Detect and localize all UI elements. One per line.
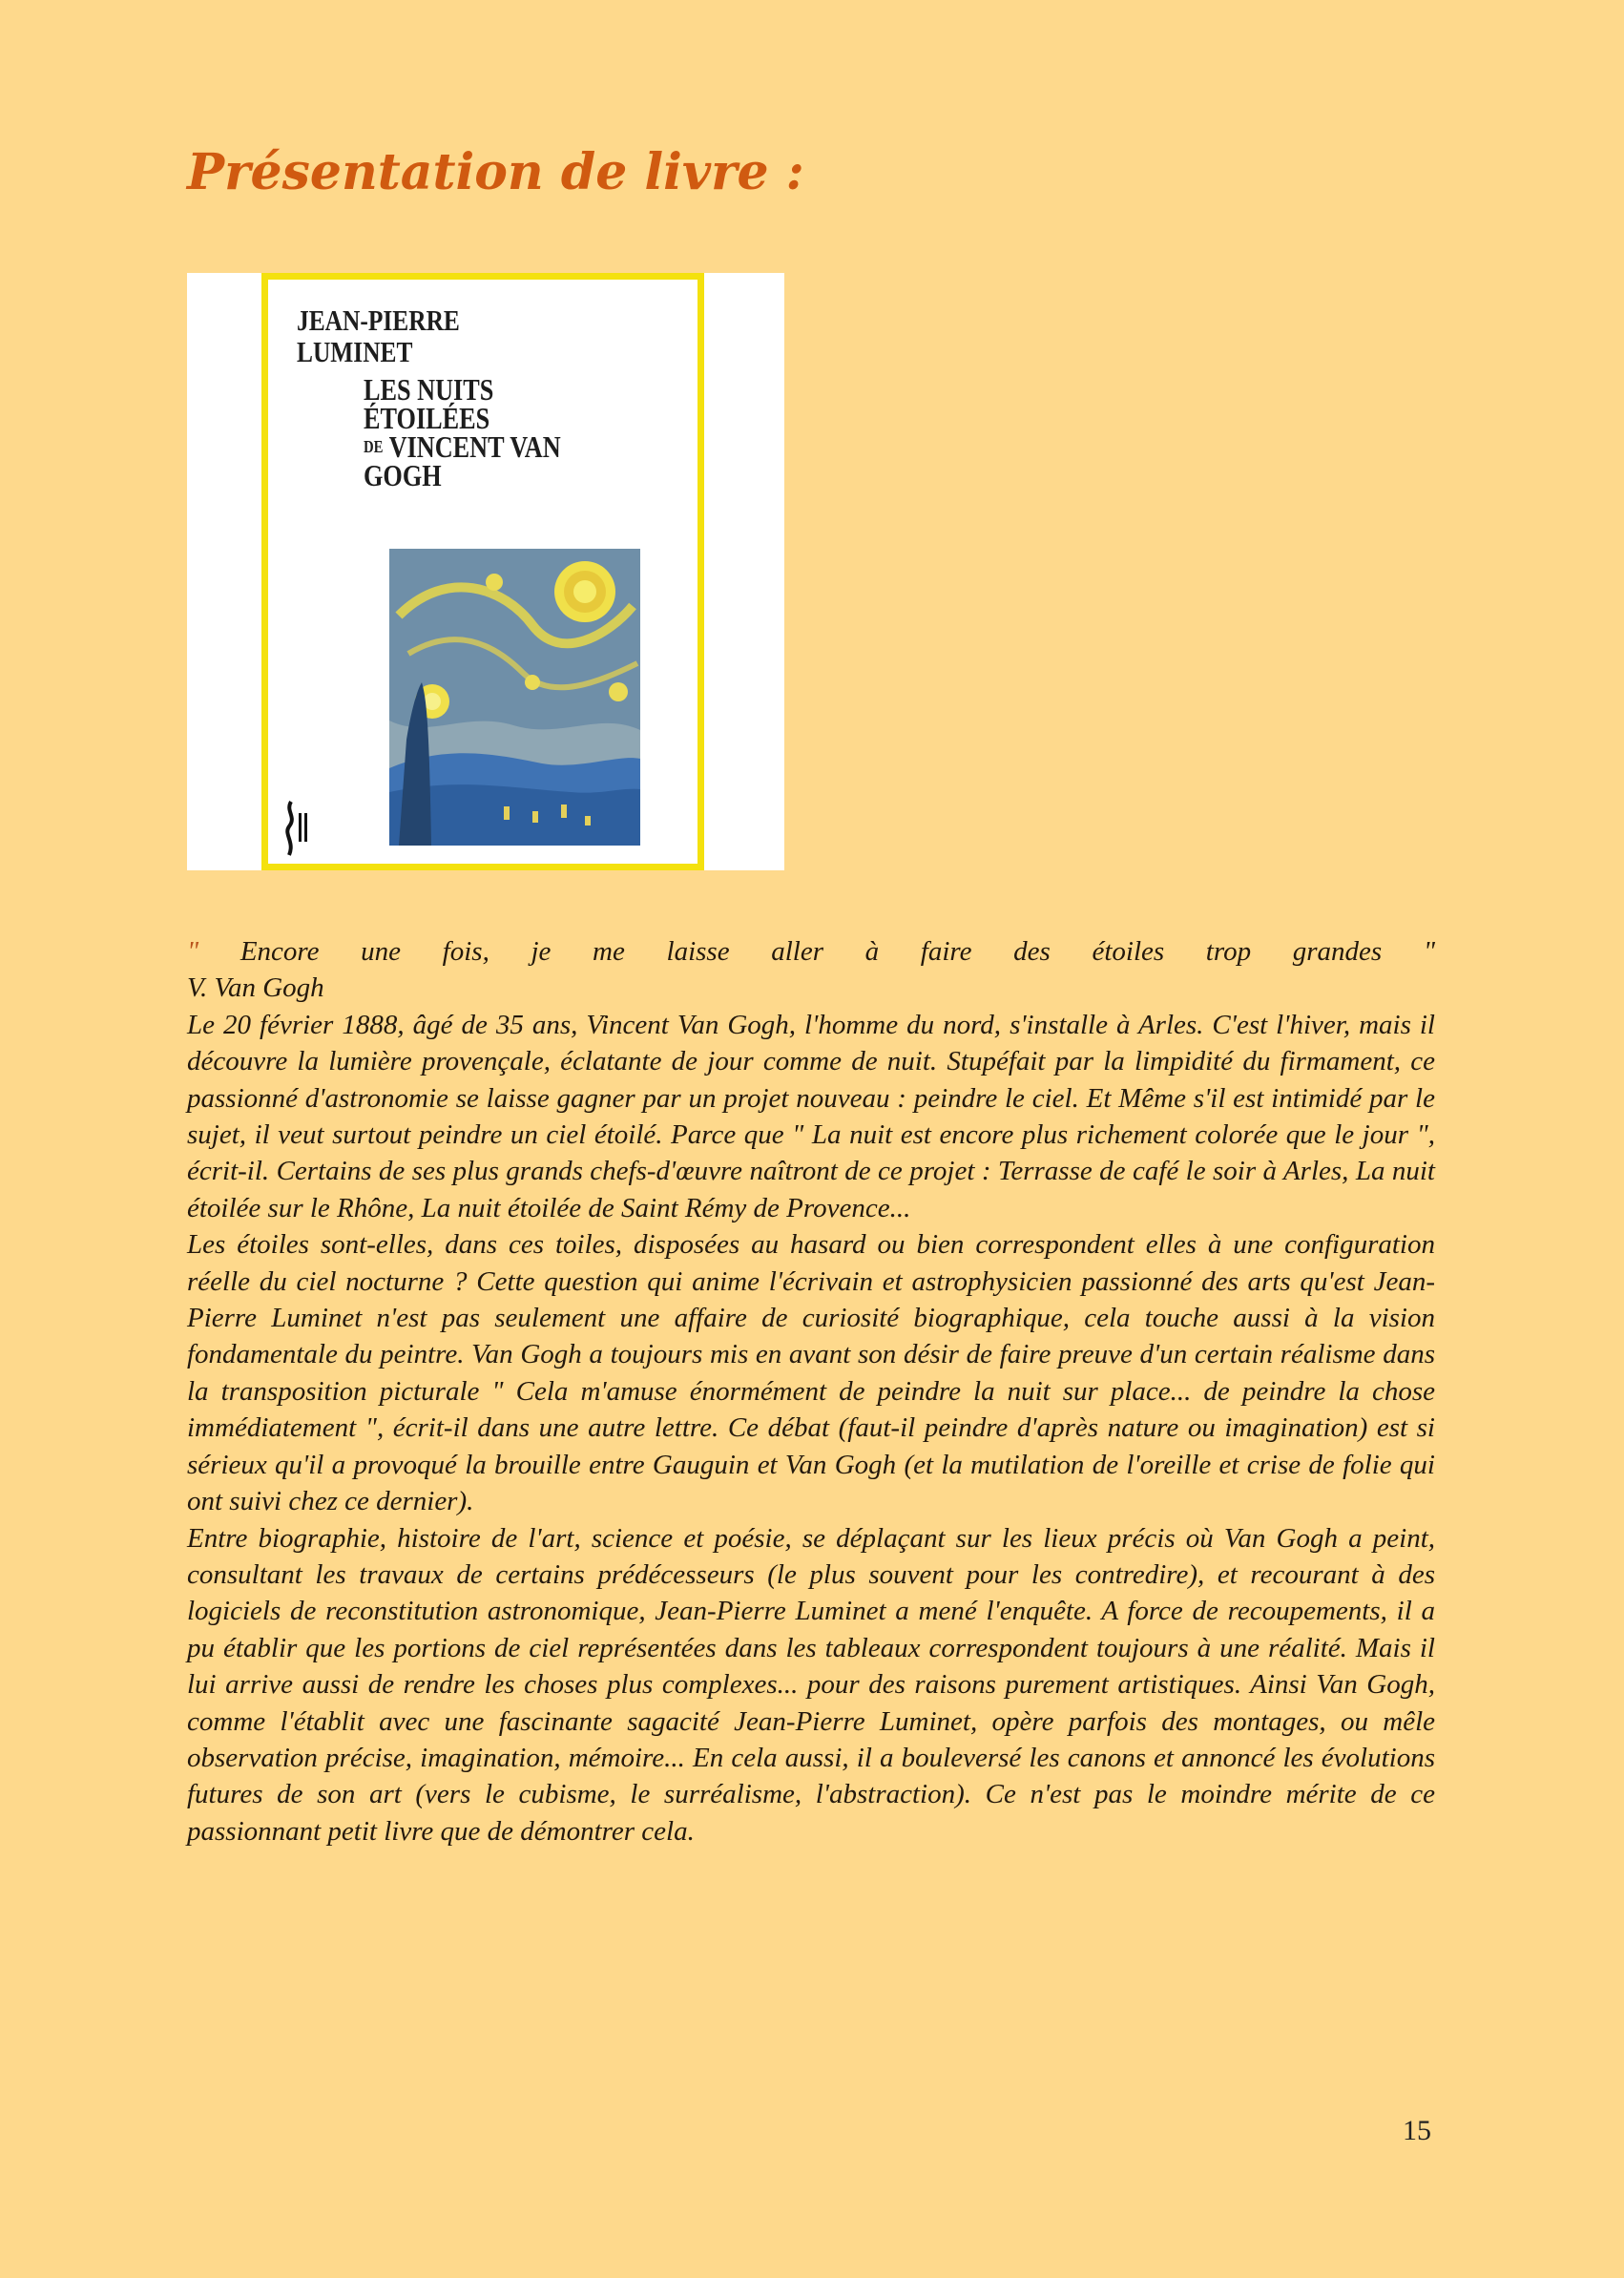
book-presentation-text (187, 933, 1435, 1850)
epigraph-quote-text: Encore une fois, je me laisse aller à faire des étoiles trop grandes " (198, 936, 1435, 967)
cover-title-line1: LES NUITS (364, 372, 494, 407)
epigraph-quote (187, 933, 1435, 970)
epigraph-author: V. Van Gogh (187, 972, 324, 1004)
cover-title-line3: VINCENT VAN GOGH (364, 429, 561, 492)
quote-open-mark: " (187, 936, 199, 967)
paragraph-2: Les étoiles sont-elles, dans ces toiles, disposées au hasard ou bien correspondent elles à une configuration réelle du ciel nocturne ? Cette question qui anime l'écrivain et astrophysicien passionné des arts qu'est Jean-Pierre Luminet n'est pas seulement une affaire de curiosité biographique, cela touche aussi à la vision fondamentale du peintre. Van Gogh a toujours mis en avant son désir de faire preuve d'un certain réalisme dans la transposition picturale " Cela m'amuse énormément de peindre la nuit sur place... de peindre la chose immédiatement ", écrit-il dans une autre lettre. Ce débat (faut-il peindre d'après nature ou imagination) est si sérieux qu'il a provoqué la brouille entre Gauguin et Van Gogh (et la mutilation de l'oreille et crise de folie qui ont suivi chez ce dernier). (187, 1229, 1435, 1517)
paragraph-1: Le 20 février 1888, âgé de 35 ans, Vincent Van Gogh, l'homme du nord, s'installe à Arles. C'est l'hiver, mais il découvre la lumière provençale, éclatante de jour comme de nuit. Stupéfait par la limpidité du firmament, ce passionné d'astronomie se laisse gagner par un projet nouveau : peindre le ciel. Et Même s'il est intimidé par le sujet, il veut surtout peindre un ciel étoilé. Parce que " La nuit est encore plus richement colorée que le jour ", écrit-il. Certains de ses plus grands chefs-d'œuvre naîtront de ce projet : Terrasse de café le soir à Arles, La nuit étoilée sur le Rhône, La nuit étoilée de Saint Rémy de Provence... (187, 1009, 1435, 1223)
cover-title-prefix: DE (364, 437, 384, 456)
book-cover-image (187, 273, 784, 870)
page-number: 15 (1403, 2115, 1431, 2146)
book-cover (261, 273, 704, 870)
cover-title-line2: ÉTOILÉES (364, 401, 490, 435)
paragraph-3: Entre biographie, histoire de l'art, science et poésie, se déplaçant sur les lieux précis où Van Gogh a peint, consultant les travaux de certains prédécesseurs (le plus souvent pour les contredire), et recourant à des logiciels de reconstitution astronomique, Jean-Pierre Luminet a mené l'enquête. A force de recoupements, il a pu établir que les portions de ciel représentées dans les tableaux correspondent toujours à une réalité. Mais il lui arrive aussi de rendre les choses plus complexes... pour des raisons purement artistiques. Ainsi Van Gogh, comme l'établit avec une fascinante sagacité Jean-Pierre Luminet, opère parfois des montages, ou mêle observation précise, imagination, mémoire... En cela aussi, il a bouleversé les canons et annoncé les évolutions futures de son art (vers le cubisme, le surréalisme, l'abstraction). Ce n'est pas le moindre mérite de ce passionnant petit livre que de démontrer cela. (187, 1522, 1435, 1847)
cover-book-title (364, 372, 637, 492)
publisher-logo (280, 800, 318, 857)
cover-author: JEAN-PIERRE LUMINET (297, 303, 460, 368)
starry-night-painting (389, 549, 640, 846)
page-title: Présentation de livre : (187, 143, 804, 201)
